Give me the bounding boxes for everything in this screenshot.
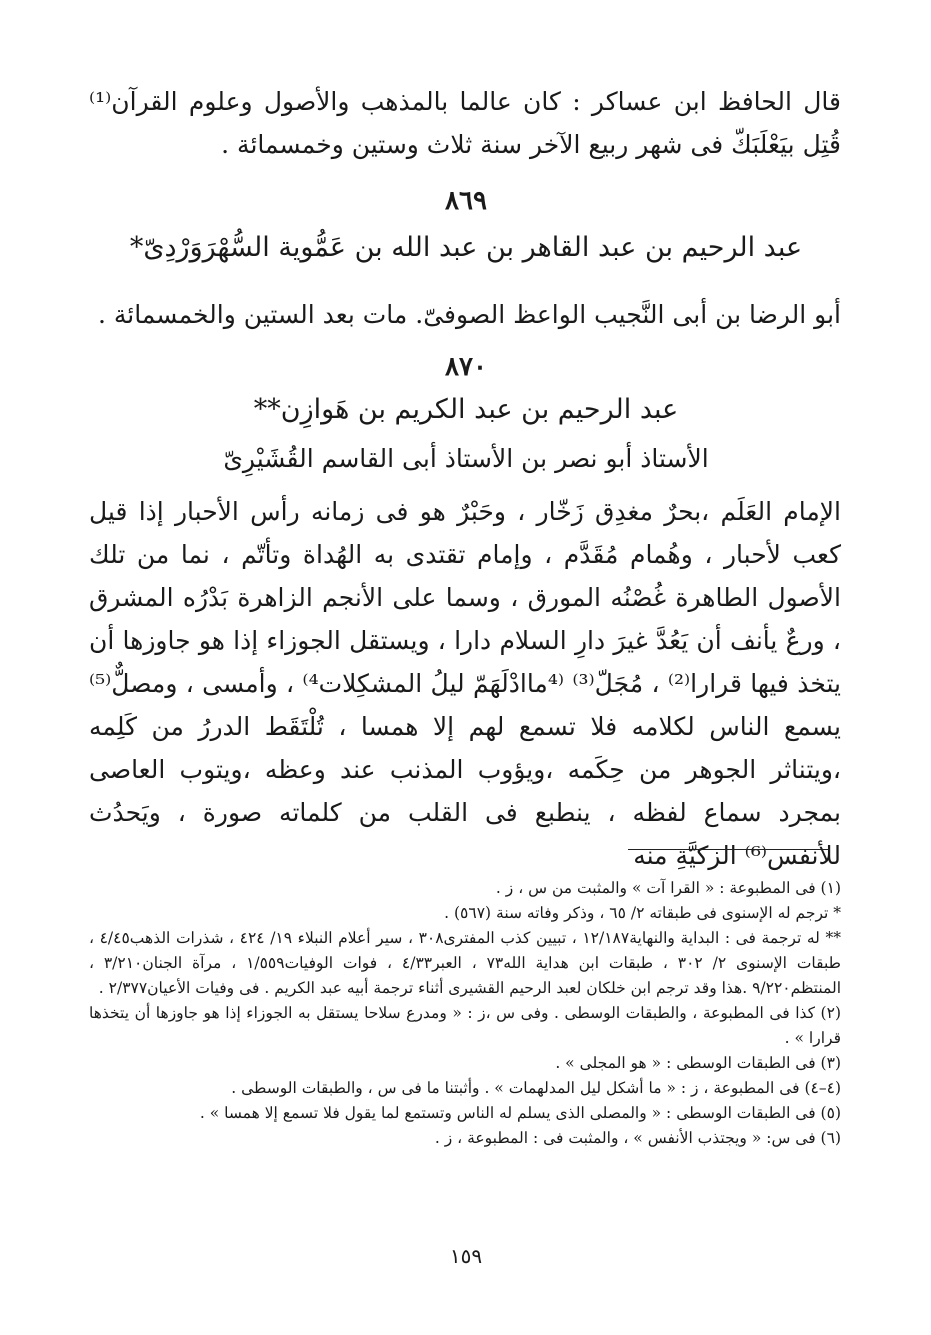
entry-869-name: عبد الرحيم بن عبد القاهر بن عبد الله بن عَمُّوية السُّهْرَوَرْدِىّ* bbox=[129, 232, 803, 263]
opening-paragraph: قال الحافظ ابن عساكر : كان عالما بالمذهب والأصول وعلوم القرآن⁽¹⁾ قُتِل بيَعْلَبَكّ فى شهر ربيع الآخر سنة ثلاث وستين وخمسمائة . bbox=[89, 87, 841, 159]
footnote-double-star: ** له ترجمة فى : البداية والنهاية١٢/١٨٧ ، تبيين كذب المفترى٣٠٨ ، سير أعلام النبلاء ١٩/ ٤٢٤ ، شذرات الذهب٤/٤٥ ، طبقات الإسنوى ٢/ ٣٠٢ ، طبقات ابن هداية الله٧٣ ، العبر٤/٣٣ ، فوات الوفيات١/٥٥٩ ، مرآة الجنان٣/٢١٠ ، المنتظم٩/٢٢٠ .هذا وقد ترجم ابن خلكان لعبد الرحيم القشيرى أثناء ترجمة أبيه عبد الكريم . فى وفيات الأعيان٢/٣٧٧ . bbox=[89, 929, 841, 997]
entry-870-body: الإمام العَلَم ،بحرٌ مغدِق زَخّار ، وحَبْرٌ هو فى زمانه رأس الأحبار إذا قيل كعب لأحبار ، وهُمام مُقَدَّم ، وإمام تقتدى به الهُداة وتأتّم ، نما من تلك الأصول الطاهرة غُصْنُه المورق ، وسما على الأنجم الزاهرة بَدْرُه المشرق ، ورعٌ يأنف أن يَعُدَّ غيرَ دارِ السلام دارا ، ويستقل الجوزاء إذا هو جاوزها أن يتخذ فيها قرارا⁽²⁾ ، مُجَلّ⁽³⁾ ⁽⁴ماادْلَهَمّ ليلُ المشكِلات⁴⁾ ، وأمسى ، ومصلٌّ⁽⁵⁾ يسمع الناس لكلامه فلا تسمع لهم إلا همسا ، تُلْتَقَط الدررُ من كَلِمه ،ويتناثر الجوهر من حِكَمه ،ويؤوب المذنب عند وعظه ،ويتوب العاصى بمجرد سماع لفظه ، ينطبع فى القلب من كلماته صورة ، ويَحدُث للأنفس⁽⁶⁾ الزكيَّةِ منه bbox=[89, 497, 841, 870]
footnote-3: (٣) فى الطبقات الوسطى : « هو المجلى » . bbox=[555, 1054, 841, 1072]
page-number: ١٥٩ bbox=[449, 1244, 483, 1268]
entry-870-subtitle: الأستاذ أبو نصر بن الأستاذ أبى القاسم القُشَيْرِىّ bbox=[223, 444, 709, 473]
footnote-star: * ترجم له الإسنوى فى طبقاته ٢/ ٦٥ ، وذكر وفاته سنة (٥٦٧) . bbox=[444, 904, 841, 922]
footnote-1: (١) فى المطبوعة : « القرا آت » والمثبت من س ، ز . bbox=[495, 879, 841, 897]
footnote-6: (٦) فى س: « ويجتذب الأنفس » ، والمثبت فى : المطبوعة ، ز . bbox=[434, 1129, 841, 1147]
footnote-2: (٢) كذا فى المطبوعة ، والطبقات الوسطى . وفى س ،ز : « ومدرع سلاحا يستقل به الجوزاء إذا هو جاوزها أن يتخذها قرارا » . bbox=[89, 1004, 841, 1047]
entry-870-number: ٨٧٠ bbox=[445, 352, 487, 382]
entry-870-name: عبد الرحيم بن عبد الكريم بن هَوازِن** bbox=[253, 394, 679, 425]
footnote-4: (٤–٤) فى المطبوعة ، ز : « ما أشكل ليل المدلهمات » . وأثبتنا ما فى س ، والطبقات الوسطى . bbox=[231, 1079, 841, 1097]
footnote-separator bbox=[628, 849, 830, 850]
footnotes bbox=[89, 876, 841, 1151]
entry-869-number: ٨٦٩ bbox=[445, 186, 487, 216]
entry-869-body: أبو الرضا بن أبى النَّجيب الواعظ الصوفىّ. مات بعد الستين والخمسمائة . bbox=[97, 300, 841, 329]
footnote-5: (٥) فى الطبقات الوسطى : « والمصلى الذى يسلم له الناس وتستمع لما يقول فلا تسمع إلا همسا » . bbox=[199, 1104, 841, 1122]
